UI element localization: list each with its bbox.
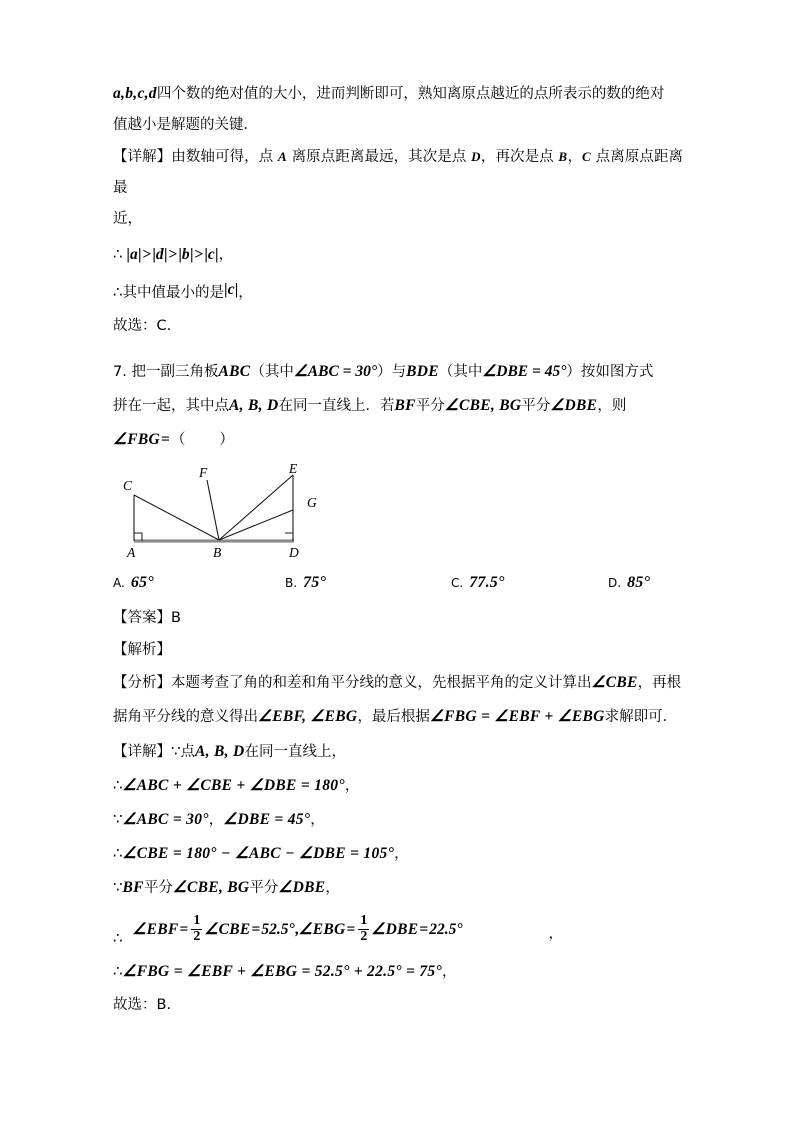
explanation-tag: 【解析】 bbox=[113, 642, 171, 658]
detail-points-abd: A, B, D bbox=[195, 743, 245, 760]
step-5-rhs-dbe: ∠DBE bbox=[371, 921, 419, 938]
answer-value: B bbox=[171, 610, 181, 626]
analysis-text-1a: 本题考查了角的和差和角平分线的意义，先根据平角的定义计算出 bbox=[171, 675, 592, 691]
question-stem-line-1 bbox=[113, 355, 683, 389]
analysis-equation-fbg: ∠FBG = ∠EBF + ∠EBG bbox=[429, 708, 605, 725]
abs-c: |c| bbox=[204, 246, 219, 263]
step-3-comma: ， bbox=[394, 846, 409, 862]
frac-denominator-2: 2 bbox=[360, 928, 368, 944]
detail-line-1 bbox=[113, 734, 683, 769]
angle-abc-value: ∠ABC = 30° bbox=[293, 363, 378, 380]
stem-text-1i: ）按如图方式 bbox=[566, 364, 654, 380]
analysis-text-1c: ，再根 bbox=[637, 675, 682, 691]
option-B-key: B. bbox=[285, 576, 298, 590]
gt-1: > bbox=[142, 246, 152, 263]
prev-min-line bbox=[113, 274, 683, 311]
step-4-comma: ， bbox=[325, 880, 340, 896]
option-A-value: 65° bbox=[130, 574, 154, 591]
step-5-eq-2: = bbox=[251, 921, 261, 938]
step-1-symbol: ∴ bbox=[113, 776, 123, 794]
point-label-D: D bbox=[471, 149, 481, 164]
triangle-abc: ABC bbox=[218, 363, 251, 380]
step-2-comma-2: ， bbox=[310, 812, 325, 828]
prev-solution-tail-2 bbox=[113, 110, 683, 141]
option-B-value: 75° bbox=[303, 574, 327, 591]
figure-label-F: F bbox=[199, 465, 208, 480]
detail-text-1a: 点 bbox=[180, 744, 196, 760]
open-paren: （ bbox=[170, 432, 186, 448]
gt-3: > bbox=[194, 246, 204, 263]
prev-choice-line bbox=[113, 311, 683, 341]
step-5-line bbox=[113, 905, 683, 954]
therefore-symbol-2: ∴ bbox=[113, 283, 123, 301]
question-stem-line-2 bbox=[113, 389, 683, 423]
point-label-C: C bbox=[582, 149, 592, 164]
prev-variables: a,b,c,d bbox=[113, 85, 157, 102]
prev-tail-text-2: 值越小是解题的关键． bbox=[113, 117, 258, 133]
option-C[interactable] bbox=[451, 574, 505, 592]
geometry-svg bbox=[121, 463, 331, 563]
abs-a: |a| bbox=[126, 246, 142, 263]
option-A[interactable] bbox=[113, 574, 154, 592]
figure-label-E: E bbox=[289, 463, 298, 476]
final-choice-text: 故选：B. bbox=[113, 997, 172, 1013]
step-3-equation: ∠CBE = 180° − ∠ABC − ∠DBE = 105° bbox=[122, 845, 395, 862]
prev-detail-text-f: 近， bbox=[113, 211, 142, 227]
step-5-rhs-cbe: ∠CBE bbox=[204, 921, 251, 938]
analysis-angle-cbe: ∠CBE bbox=[591, 674, 638, 691]
detail-text-1c: 在同一直线上， bbox=[244, 744, 347, 760]
step-5-value-1: 52.5° bbox=[261, 921, 295, 938]
question-stem-line-3 bbox=[113, 423, 683, 457]
analysis-text-2a: 据角平分线的意义得出 bbox=[113, 709, 258, 725]
step-1-equation: ∠ABC + ∠CBE + ∠DBE = 180° bbox=[122, 777, 345, 794]
answer-tag: 【答案】 bbox=[113, 610, 171, 626]
step-3-symbol: ∴ bbox=[113, 844, 123, 862]
step-2-angle-dbe: ∠DBE = 45° bbox=[223, 811, 311, 828]
prev-detail-tag: 【详解】 bbox=[113, 149, 172, 165]
prev-detail-text-d: ， bbox=[567, 149, 583, 165]
analysis-text-2e: 求解即可． bbox=[604, 709, 678, 725]
abs-c-2: |c| bbox=[224, 281, 239, 298]
step-2-symbol: ∵ bbox=[113, 810, 123, 828]
stem-text-1g: （其中 bbox=[438, 364, 483, 380]
frac-denominator-1: 2 bbox=[193, 928, 201, 944]
prev-min-text: 其中值最小的是 bbox=[122, 285, 225, 301]
question-number: 7. bbox=[113, 364, 127, 380]
answer-options bbox=[113, 574, 683, 602]
final-choice-line bbox=[113, 989, 683, 1021]
prev-detail-text-a: 由数轴可得，点 bbox=[171, 149, 278, 165]
figure-label-C: C bbox=[123, 478, 133, 493]
option-D-value: 85° bbox=[627, 574, 651, 591]
comma-2: ， bbox=[238, 285, 253, 301]
analysis-line-2 bbox=[113, 700, 683, 734]
stem-text-2g: 平分 bbox=[521, 398, 551, 414]
segment-CB bbox=[134, 495, 219, 540]
step-5-symbol: ∴ bbox=[113, 929, 123, 947]
step-5-tail-comma: ， bbox=[548, 926, 563, 942]
step-4-dbe: ∠DBE bbox=[278, 879, 326, 896]
step-6-symbol: ∴ bbox=[113, 962, 123, 980]
prev-detail-text-c: ，再次是点 bbox=[480, 149, 559, 165]
angle-dbe-ref: ∠DBE bbox=[550, 397, 598, 414]
figure-label-A: A bbox=[127, 545, 136, 560]
geometry-figure bbox=[121, 463, 341, 568]
analysis-angles-ebf-ebg: ∠EBF, ∠EBG bbox=[258, 708, 358, 725]
therefore-symbol: ∴ bbox=[113, 245, 123, 263]
step-2-line bbox=[113, 803, 683, 837]
option-C-value: 77.5° bbox=[469, 574, 505, 591]
gt-2: > bbox=[168, 246, 178, 263]
equals-sign: = bbox=[160, 431, 170, 448]
step-5-eq-3: = bbox=[346, 921, 356, 938]
triangle-bde: BDE bbox=[406, 363, 439, 380]
comma-1: ， bbox=[218, 247, 234, 263]
step-4-bf: BF bbox=[122, 879, 144, 896]
step-5-value-2: 22.5° bbox=[429, 921, 463, 938]
angle-cbe-bg: ∠CBE, BG bbox=[444, 397, 522, 414]
because-symbol: ∵ bbox=[171, 742, 181, 760]
step-1-line bbox=[113, 769, 683, 803]
page-content bbox=[113, 78, 683, 1021]
step-4-line bbox=[113, 871, 683, 905]
close-paren: ） bbox=[219, 432, 234, 448]
step-5-lhs-ebg: ∠EBG bbox=[298, 921, 346, 938]
point-label-B: B bbox=[558, 149, 568, 164]
frac-numerator-1: 1 bbox=[193, 913, 201, 929]
figure-label-B: B bbox=[213, 545, 222, 560]
point-label-A: A bbox=[277, 149, 287, 164]
option-B[interactable] bbox=[285, 574, 326, 592]
points-abd: A, B, D bbox=[229, 397, 279, 414]
stem-text-1a: 把一副三角板 bbox=[131, 364, 219, 380]
stem-text-1e: ）与 bbox=[377, 364, 407, 380]
prev-solution-tail bbox=[113, 78, 683, 110]
stem-text-2e: 平分 bbox=[415, 398, 445, 414]
prev-detail-text-b: 离原点距离最远，其次是点 bbox=[286, 149, 472, 165]
step-4-cbe-bg: ∠CBE, BG bbox=[172, 879, 250, 896]
step-3-line bbox=[113, 837, 683, 871]
angle-fbg-query: ∠FBG bbox=[113, 431, 160, 448]
option-D[interactable] bbox=[608, 574, 650, 592]
ray-BF bbox=[207, 480, 219, 540]
angle-dbe-value: ∠DBE = 45° bbox=[482, 363, 567, 380]
step-4-bisect-1: 平分 bbox=[143, 880, 173, 896]
analysis-text-2c: ，最后根据 bbox=[357, 709, 430, 725]
step-6-comma: ， bbox=[441, 964, 457, 980]
step-4-symbol: ∵ bbox=[113, 878, 123, 896]
stem-text-1c: （其中 bbox=[250, 364, 294, 380]
abs-b: |b| bbox=[178, 246, 194, 263]
stem-text-2c: 在同一直线上．若 bbox=[278, 398, 395, 414]
prev-inequality-line bbox=[113, 235, 683, 274]
segment-bf: BF bbox=[394, 397, 416, 414]
detail-tag: 【详解】 bbox=[113, 744, 171, 760]
analysis-tag: 【分析】 bbox=[113, 675, 171, 691]
answer-line bbox=[113, 602, 683, 634]
step-2-angle-abc: ∠ABC = 30° bbox=[122, 811, 209, 828]
stem-text-2i: ，则 bbox=[597, 398, 627, 414]
explanation-header bbox=[113, 634, 683, 666]
step-2-comma-1: ， bbox=[208, 812, 224, 828]
option-D-key: D. bbox=[608, 576, 622, 590]
figure-label-D: D bbox=[289, 545, 299, 560]
prev-choice-text: 故选：C. bbox=[113, 318, 172, 334]
fraction-one-half-1 bbox=[191, 914, 202, 944]
step-5-lhs-ebf: ∠EBF bbox=[132, 921, 179, 938]
step-5-eq-4: = bbox=[419, 921, 429, 938]
ray-BG bbox=[219, 510, 293, 540]
figure-label-G: G bbox=[307, 495, 317, 510]
prev-detail-text-e: 点离原点距离最 bbox=[113, 149, 684, 196]
step-6-equation: ∠FBG = ∠EBF + ∠EBG = 52.5° + 22.5° = 75° bbox=[122, 963, 442, 980]
step-5-eq-1: = bbox=[179, 921, 189, 938]
prev-tail-text-1: 四个数的绝对值的大小，进而判断即可，熟知离原点越近的点所表示的数的绝对 bbox=[156, 86, 665, 102]
stem-text-2a: 拼在一起，其中点 bbox=[113, 398, 229, 414]
frac-numerator-2: 1 bbox=[360, 913, 368, 929]
abs-d: |d| bbox=[152, 246, 168, 263]
option-C-key: C. bbox=[451, 576, 464, 590]
step-5-comma: , bbox=[294, 921, 299, 938]
segment-EB bbox=[219, 475, 293, 540]
fraction-one-half-2 bbox=[358, 914, 369, 944]
prev-detail-line-2 bbox=[113, 204, 683, 235]
analysis-line-1 bbox=[113, 666, 683, 700]
step-1-comma: ， bbox=[344, 778, 360, 794]
step-6-line bbox=[113, 954, 683, 989]
prev-detail-line-1 bbox=[113, 141, 683, 204]
option-A-key: A. bbox=[113, 576, 125, 590]
step-4-bisect-2: 平分 bbox=[249, 880, 279, 896]
